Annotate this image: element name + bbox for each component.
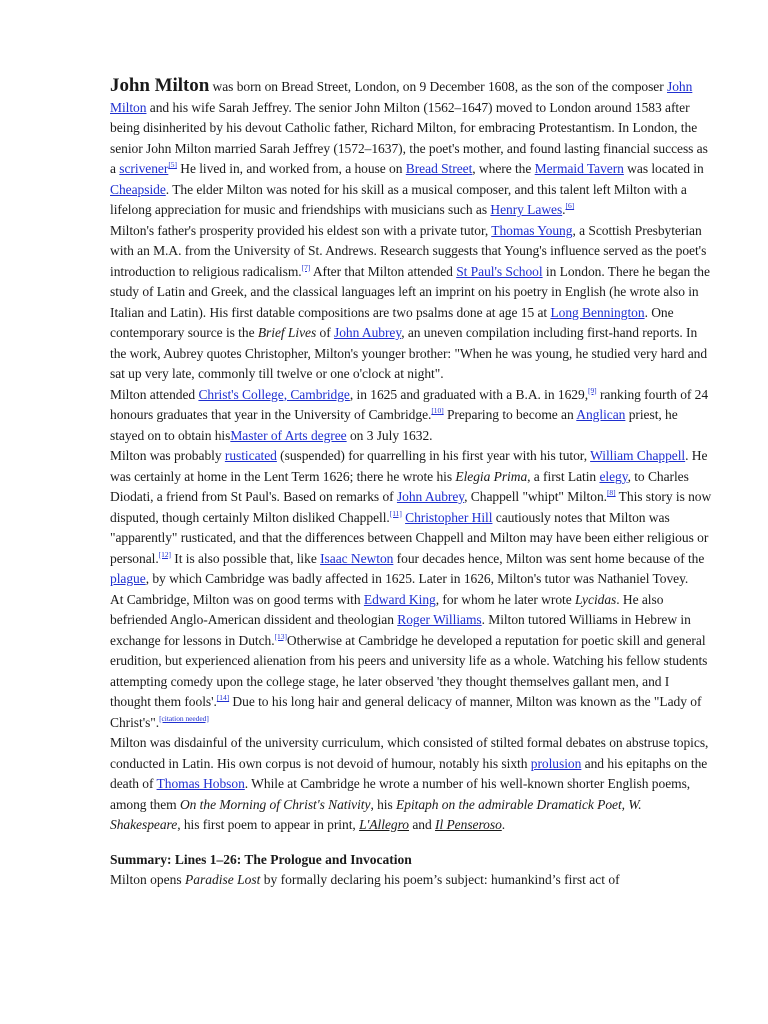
citation-link[interactable]: [11]: [389, 508, 402, 518]
paragraph-curriculum: [110, 733, 712, 836]
text: . He also befriended Anglo-American dissident and theologian: [110, 591, 664, 627]
text: After that Milton attended: [310, 263, 457, 279]
text: Due to his long hair and general delicacy of manner, Milton was known as the "Lady of Christ's".: [110, 694, 702, 730]
citation: [302, 263, 311, 272]
title-lallegro: [359, 817, 409, 832]
text: .: [562, 202, 566, 217]
text: . One contemporary source is the: [110, 304, 674, 340]
title-elegia-prima: Elegia Prima: [455, 468, 528, 484]
text: Otherwise at Cambridge he developed a reputation for poetic skill and general erudition, but experienced alienation from his peers and university life as a whole. Watching his fellow students attempting comedy upon the college stage, he later observed 'they thought themselves gallant men, and I thought them fools'.: [110, 632, 708, 709]
text: was located in: [623, 161, 704, 176]
underlined-text: Il Penseroso: [435, 817, 502, 832]
link-roger-williams[interactable]: Roger Williams: [397, 612, 482, 627]
title-christs-nativity: On the Morning of Christ's Nativity: [179, 796, 371, 812]
citation-link[interactable]: [5]: [168, 160, 177, 169]
link-thomas-hobson[interactable]: Thomas Hobson: [156, 776, 245, 791]
text: four decades hence, Milton was sent home because of the: [393, 550, 705, 566]
text: , Chappell "whipt" Milton.: [464, 489, 607, 504]
citation-link[interactable]: [12]: [158, 549, 171, 559]
text: in London. There he began the study of Latin and Greek, and the classical languages left an imprint on his poetry in English (he wrote also in Italian and Latin). His first datable compositions are two psalms done at age 15 at: [110, 263, 710, 320]
citation-link[interactable]: [6]: [565, 201, 575, 210]
text: ranking fourth of 24 honours graduates that year in the University of Cambridge.: [110, 386, 709, 422]
citation-link[interactable]: [7]: [301, 262, 311, 272]
link-henry-lawes[interactable]: Henry Lawes: [490, 202, 563, 217]
text: , an uneven compilation including first-hand reports. In the work, Aubrey quotes Christopher, Milton's younger brother: "When he was young, he studied very hard and sat up very late, commonly till twelve or one o'clock at night".: [110, 325, 708, 381]
text: He lived in, and worked from, a house on: [176, 161, 406, 176]
paragraph-education: [110, 221, 712, 385]
link-master-of-arts[interactable]: Master of Arts degree: [230, 427, 347, 443]
summary-heading: Summary: Lines 1–26: The Prologue and Invocation: [110, 851, 412, 867]
text: , by which Cambridge was badly affected in 1625. Later in 1626, Milton's tutor was Nathaniel Tovey.: [145, 571, 689, 586]
paragraph-cambridge-life: [110, 590, 712, 734]
text: Milton was disdainful of the university curriculum, which consisted of stilted formal debates on abstruse topics, conducted in Latin. His own corpus is not devoid of humour, notably his sixth: [110, 735, 709, 771]
text: .: [501, 817, 506, 832]
text: of: [316, 325, 334, 340]
text: , to Charles Diodati, a friend from St Paul's. Based on remarks of: [110, 468, 689, 504]
link-mermaid-tavern[interactable]: Mermaid Tavern: [534, 161, 624, 176]
paragraph-rustication: [110, 446, 712, 590]
link-rusticated[interactable]: rusticated: [224, 448, 277, 463]
text: Preparing to become an: [443, 407, 577, 422]
citation-link[interactable]: [8]: [606, 488, 616, 497]
text: It is also possible that, like: [170, 550, 321, 566]
title-epitaph-shakespeare: Epitaph on the admirable Dramatick Poet, W. Shakespeare: [110, 796, 642, 832]
link-thomas-young[interactable]: Thomas Young: [491, 222, 573, 238]
text: , a Scottish Presbyterian with an M.A. from the University of St. Andrews. Research suggests that Young's influence served as the poet's introduction to religious radicalism.: [110, 222, 707, 279]
link-bread-street[interactable]: Bread Street: [405, 161, 473, 176]
underlined-text: L'Allegro: [359, 817, 410, 832]
text: cautiously notes that Milton was "apparently" rusticated, and that the differences between Chappell and Milton may have been either religious or personal.: [110, 509, 709, 566]
title-il-penseroso: [435, 817, 502, 832]
text: was born on Bread Street, London, on 9 December 1608, as the son of the composer: [209, 79, 668, 94]
citation: [168, 160, 177, 169]
citation-needed: [159, 714, 209, 723]
paragraph-cambridge: [110, 385, 712, 447]
text: , in 1625 and graduated with a B.A. in 1629,: [349, 386, 589, 402]
text: and his wife Sarah Jeffrey. The senior John Milton (1562–1647) moved to London around 1583 after being disinherited by his devout Catholic father, Richard Milton, for embracing Protestantism. In London, the senior John Milton married Sarah Jeffrey (1572–1637), the poet's mother, and found lasting financial success as a: [110, 99, 708, 176]
citation-link[interactable]: [13]: [274, 631, 287, 641]
summary-paragraph: [110, 870, 712, 890]
link-john-aubrey[interactable]: John Aubrey: [396, 489, 465, 504]
text: At Cambridge, Milton was on good terms with: [110, 591, 364, 607]
text: Milton opens: [110, 871, 186, 887]
link-isaac-newton[interactable]: Isaac Newton: [320, 550, 394, 566]
citation: [588, 386, 597, 395]
text: . The elder Milton was noted for his skill as a musical composer, and this talent left Milton with a lifelong appreciation for music and friendships with musicians such as: [110, 181, 687, 217]
text: Milton was probably: [110, 448, 225, 463]
link-john-aubrey[interactable]: John Aubrey: [333, 325, 402, 340]
text: This story is now disputed, though certainly Milton disliked Chappell.: [110, 489, 712, 525]
link-cheapside[interactable]: Cheapside: [110, 181, 166, 197]
text: and his epitaphs on the death of: [110, 755, 708, 791]
citation: [390, 509, 402, 518]
citation: [217, 693, 229, 702]
link-prolusion[interactable]: prolusion: [530, 755, 582, 771]
link-scrivener[interactable]: scrivener: [119, 161, 169, 176]
citation-link[interactable]: [14]: [216, 693, 230, 702]
text: , where the: [472, 161, 535, 176]
paragraph-birth: [110, 76, 712, 221]
citation: [159, 550, 171, 559]
text: , his: [370, 796, 397, 812]
text: and: [409, 817, 436, 832]
text: . He was certainly at home in the Lent Term 1626; there he wrote his: [110, 448, 708, 484]
text: Milton's father's prosperity provided his eldest son with a private tutor,: [110, 222, 492, 238]
text: Milton attended: [110, 386, 199, 402]
text: . Milton tutored Williams in Hebrew in exchange for lessons in Dutch.: [110, 612, 691, 648]
citation: [431, 406, 443, 415]
link-st-pauls-school[interactable]: St Paul's School: [456, 263, 543, 279]
link-plague[interactable]: plague: [110, 571, 146, 586]
text: by formally declaring his poem’s subject: humankind’s first act of: [260, 871, 620, 887]
text: . While at Cambridge he wrote a number of his well-known shorter English poems, among them: [110, 776, 691, 812]
text: , his first poem to appear in print,: [177, 817, 360, 832]
citation-link[interactable]: [citation needed]: [159, 713, 209, 723]
title-lycidas: Lycidas: [575, 591, 617, 607]
article-title: John Milton: [110, 75, 210, 96]
text: (suspended) for quarrelling in his first year with his tutor,: [276, 448, 591, 463]
link-john-milton-senior[interactable]: John Milton: [110, 79, 693, 115]
link-christopher-hill[interactable]: Christopher Hill: [405, 509, 493, 525]
citation-link[interactable]: [10]: [431, 406, 444, 415]
title-brief-lives: Brief Lives: [257, 325, 317, 340]
text: , for whom he later wrote: [435, 591, 575, 607]
link-william-chappell[interactable]: William Chappell: [590, 448, 686, 463]
text: priest, he stayed on to obtain his: [110, 407, 678, 443]
link-anglican[interactable]: Anglican: [576, 407, 626, 422]
link-elegy[interactable]: elegy: [599, 468, 628, 484]
text: on 3 July 1632.: [346, 427, 433, 443]
citation: [607, 488, 616, 497]
text: , a first Latin: [527, 468, 600, 484]
link-christs-college[interactable]: Christ's College, Cambridge: [198, 386, 350, 402]
citation: [566, 201, 575, 210]
link-long-bennington[interactable]: Long Bennington: [550, 304, 645, 320]
citation-link[interactable]: [9]: [588, 385, 597, 395]
link-edward-king[interactable]: Edward King: [363, 591, 436, 607]
title-paradise-lost: Paradise Lost: [185, 871, 261, 887]
citation: [275, 632, 287, 641]
